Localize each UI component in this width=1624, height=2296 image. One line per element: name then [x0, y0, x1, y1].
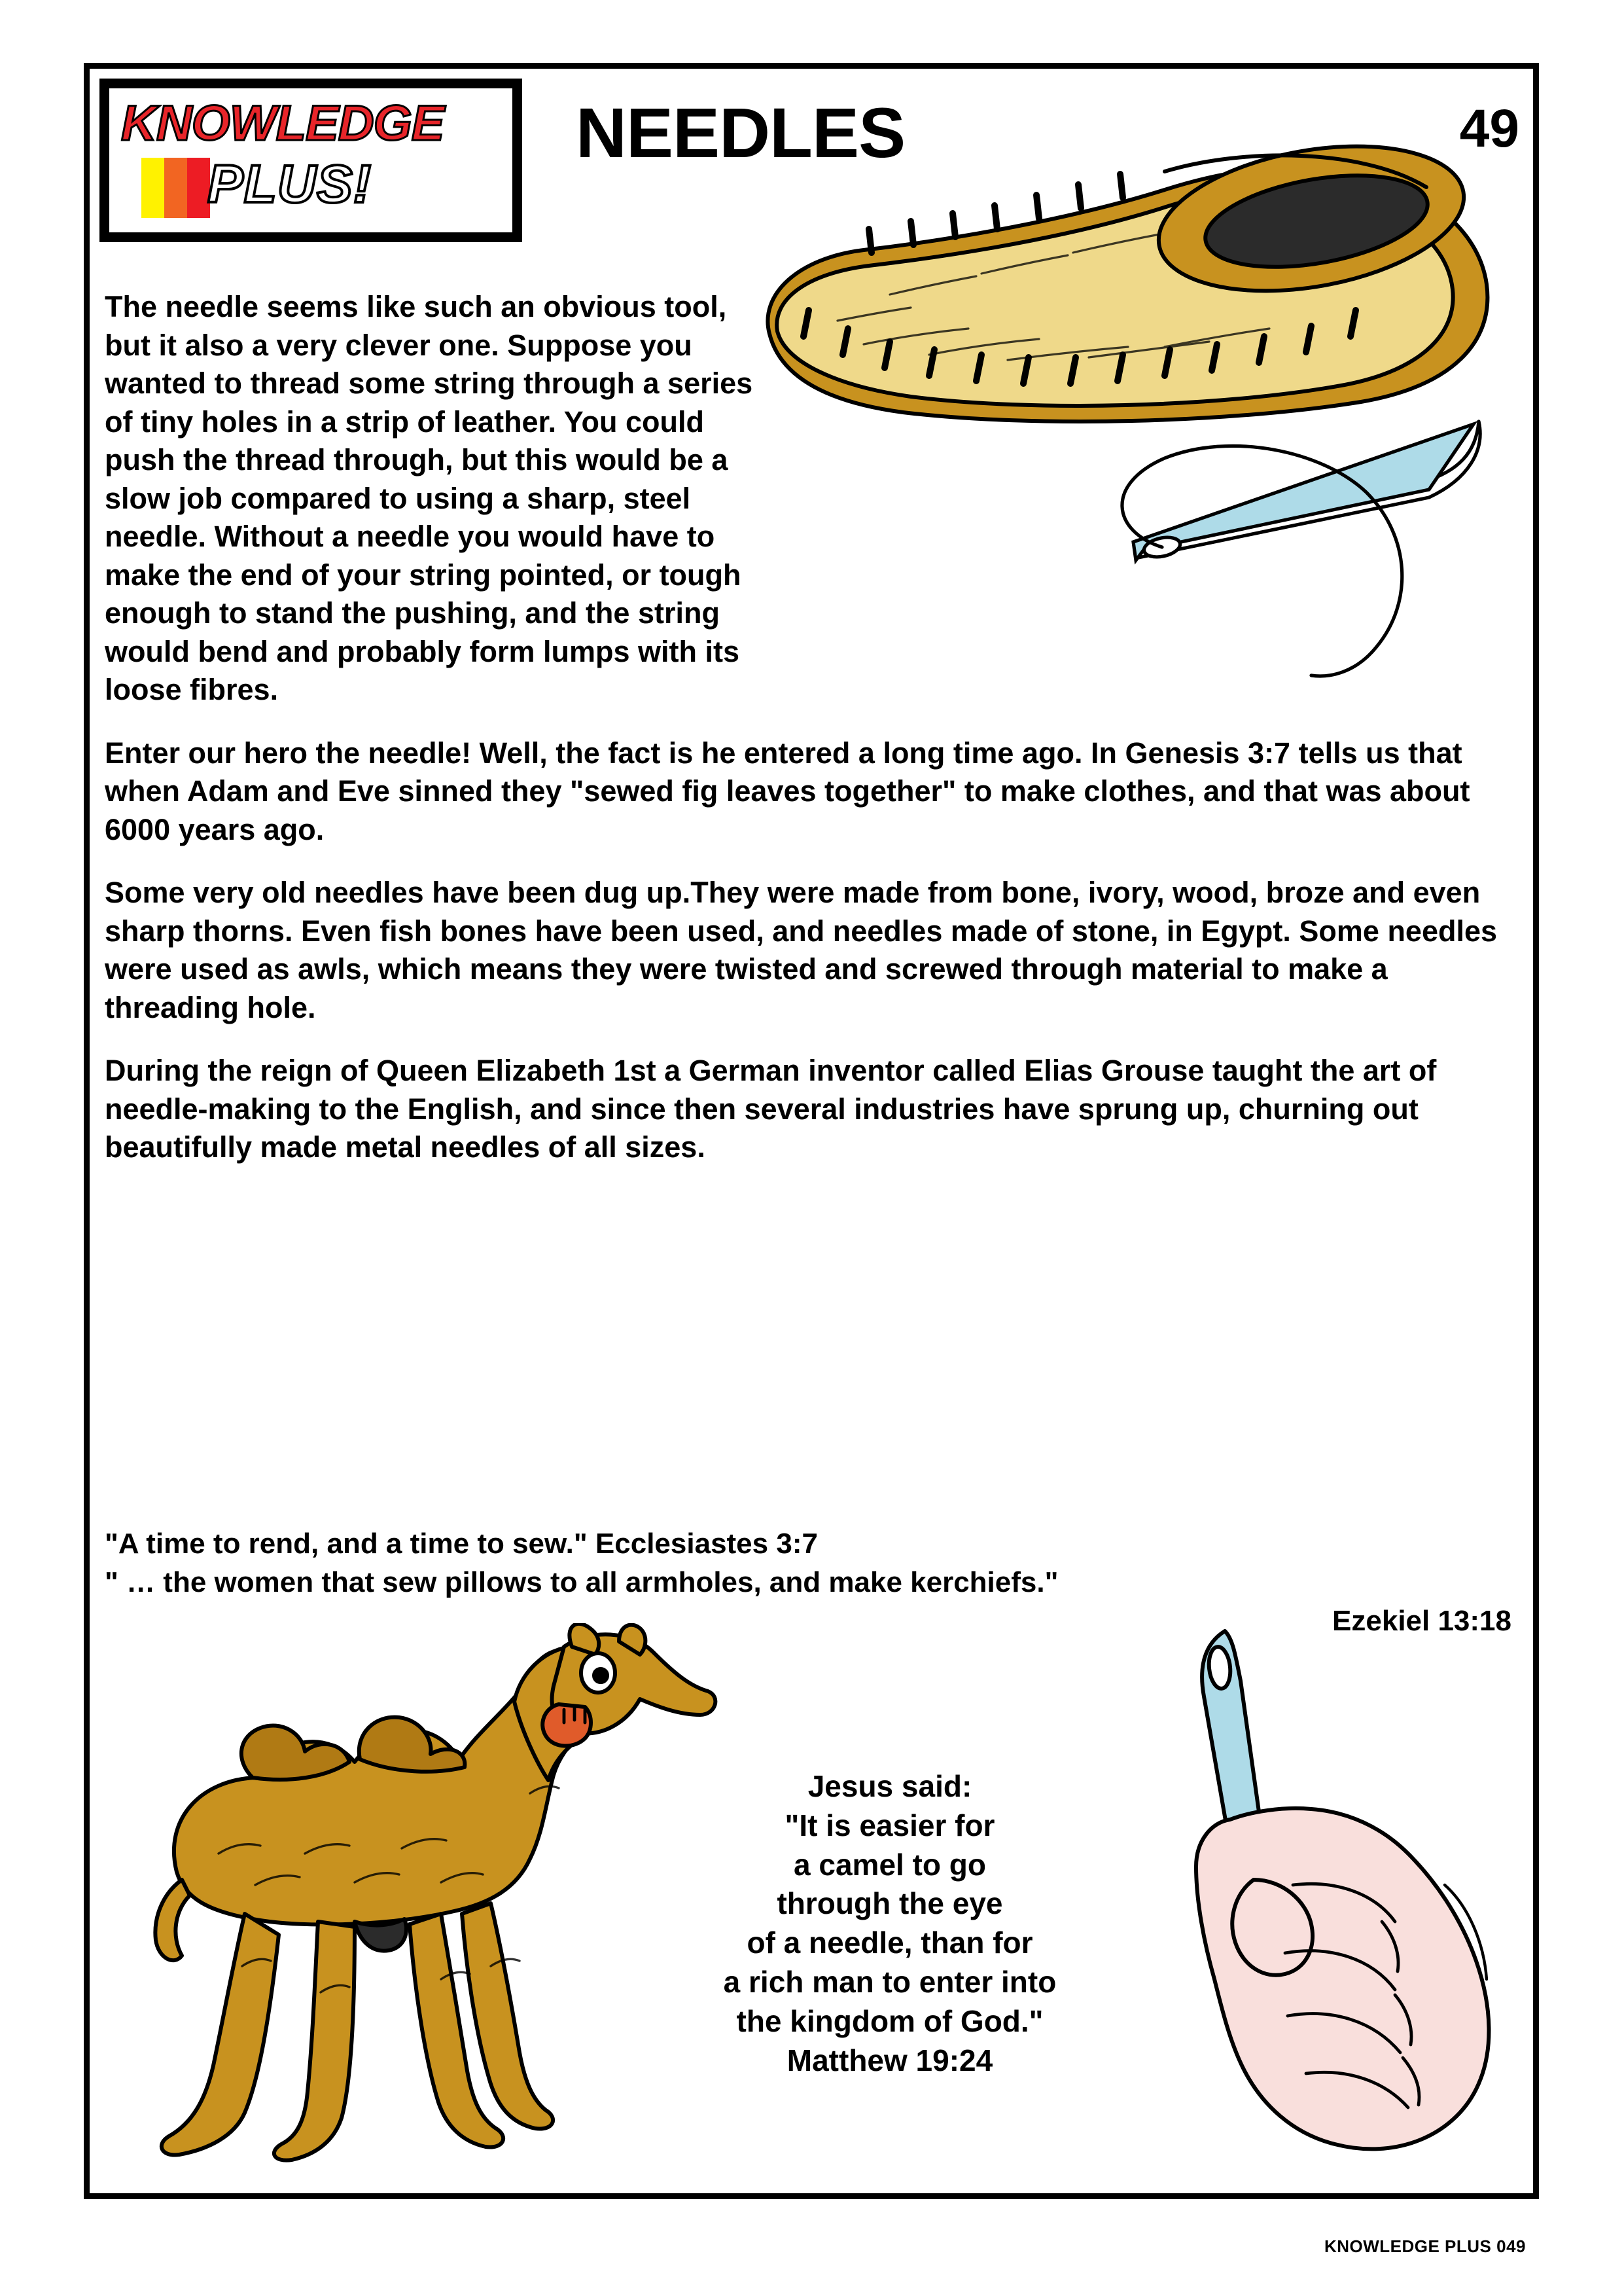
- page-number: 49: [1459, 99, 1519, 158]
- logo-color-bars: [118, 158, 210, 218]
- paragraph-1: The needle seems like such an obvious tool, but it also a very clever one. Suppose you wanted to thread some string through a series of tiny holes in a strip of leather. You could push the thread through, but this would be a slow job compared to using a sharp, steel needle. Without a needle you would have to make the end of your string pointed, or tough enough to stand the pushing, and the string would bend and probably form lumps with its loose fibres.: [105, 290, 753, 706]
- paragraph-4: During the reign of Queen Elizabeth 1st a German inventor called Elias Grouse taught the art of needle-making to the English, and since then several industries have sprung up, churning out beautifully made metal needles of all sizes.: [105, 1054, 1437, 1164]
- quote-line-4: of a needle, than for: [747, 1926, 1033, 1960]
- footer-text: KNOWLEDGE PLUS 049: [1324, 2236, 1526, 2256]
- logo-plus-text: PLUS!: [207, 154, 372, 214]
- hand-holding-needle-illustration: [1139, 1623, 1518, 2173]
- article-body: [105, 288, 1518, 1192]
- paragraph-3: Some very old needles have been dug up.They were made from bone, ivory, wood, broze and even sharp thorns. Even fish bones have been used, and needles made of stone, in Egypt. Some needles were used as awls, which means they were twisted and screwed through material to make a threading hole.: [105, 876, 1498, 1024]
- paragraph-2: Enter our hero the needle! Well, the fact is he entered a long time ago. In Genesis 3:7 tells us that when Adam and Eve sinned they "sewed fig leaves together" to make clothes, and that was about 6000 years ago.: [105, 736, 1470, 846]
- logo-inner: [107, 86, 514, 234]
- verse-ecclesiastes: "A time to rend, and a time to sew." Ecclesiastes 3:7: [105, 1528, 818, 1560]
- quote-line-6: the kingdom of God.": [736, 2003, 1044, 2038]
- quote-line-3: through the eye: [777, 1886, 1003, 1921]
- verse-ezekiel-reference: Ezekiel 13:18: [1332, 1604, 1511, 1637]
- page-title: NEEDLES: [576, 93, 906, 172]
- quote-line-1: "It is easier for: [785, 1808, 995, 1842]
- quote-line-5: a rich man to enter into: [723, 1964, 1057, 1999]
- verse-ezekiel-text: " … the women that sew pillows to all armholes, and make kerchiefs.": [105, 1566, 1059, 1598]
- quote-line-2: a camel to go: [794, 1847, 986, 1882]
- knowledge-plus-logo: [99, 79, 522, 242]
- jesus-quote: [628, 1767, 1152, 2080]
- quote-reference: Matthew 19:24: [786, 2043, 993, 2077]
- quote-intro: Jesus said:: [807, 1769, 972, 1803]
- logo-knowledge-text: KNOWLEDGE: [121, 96, 444, 151]
